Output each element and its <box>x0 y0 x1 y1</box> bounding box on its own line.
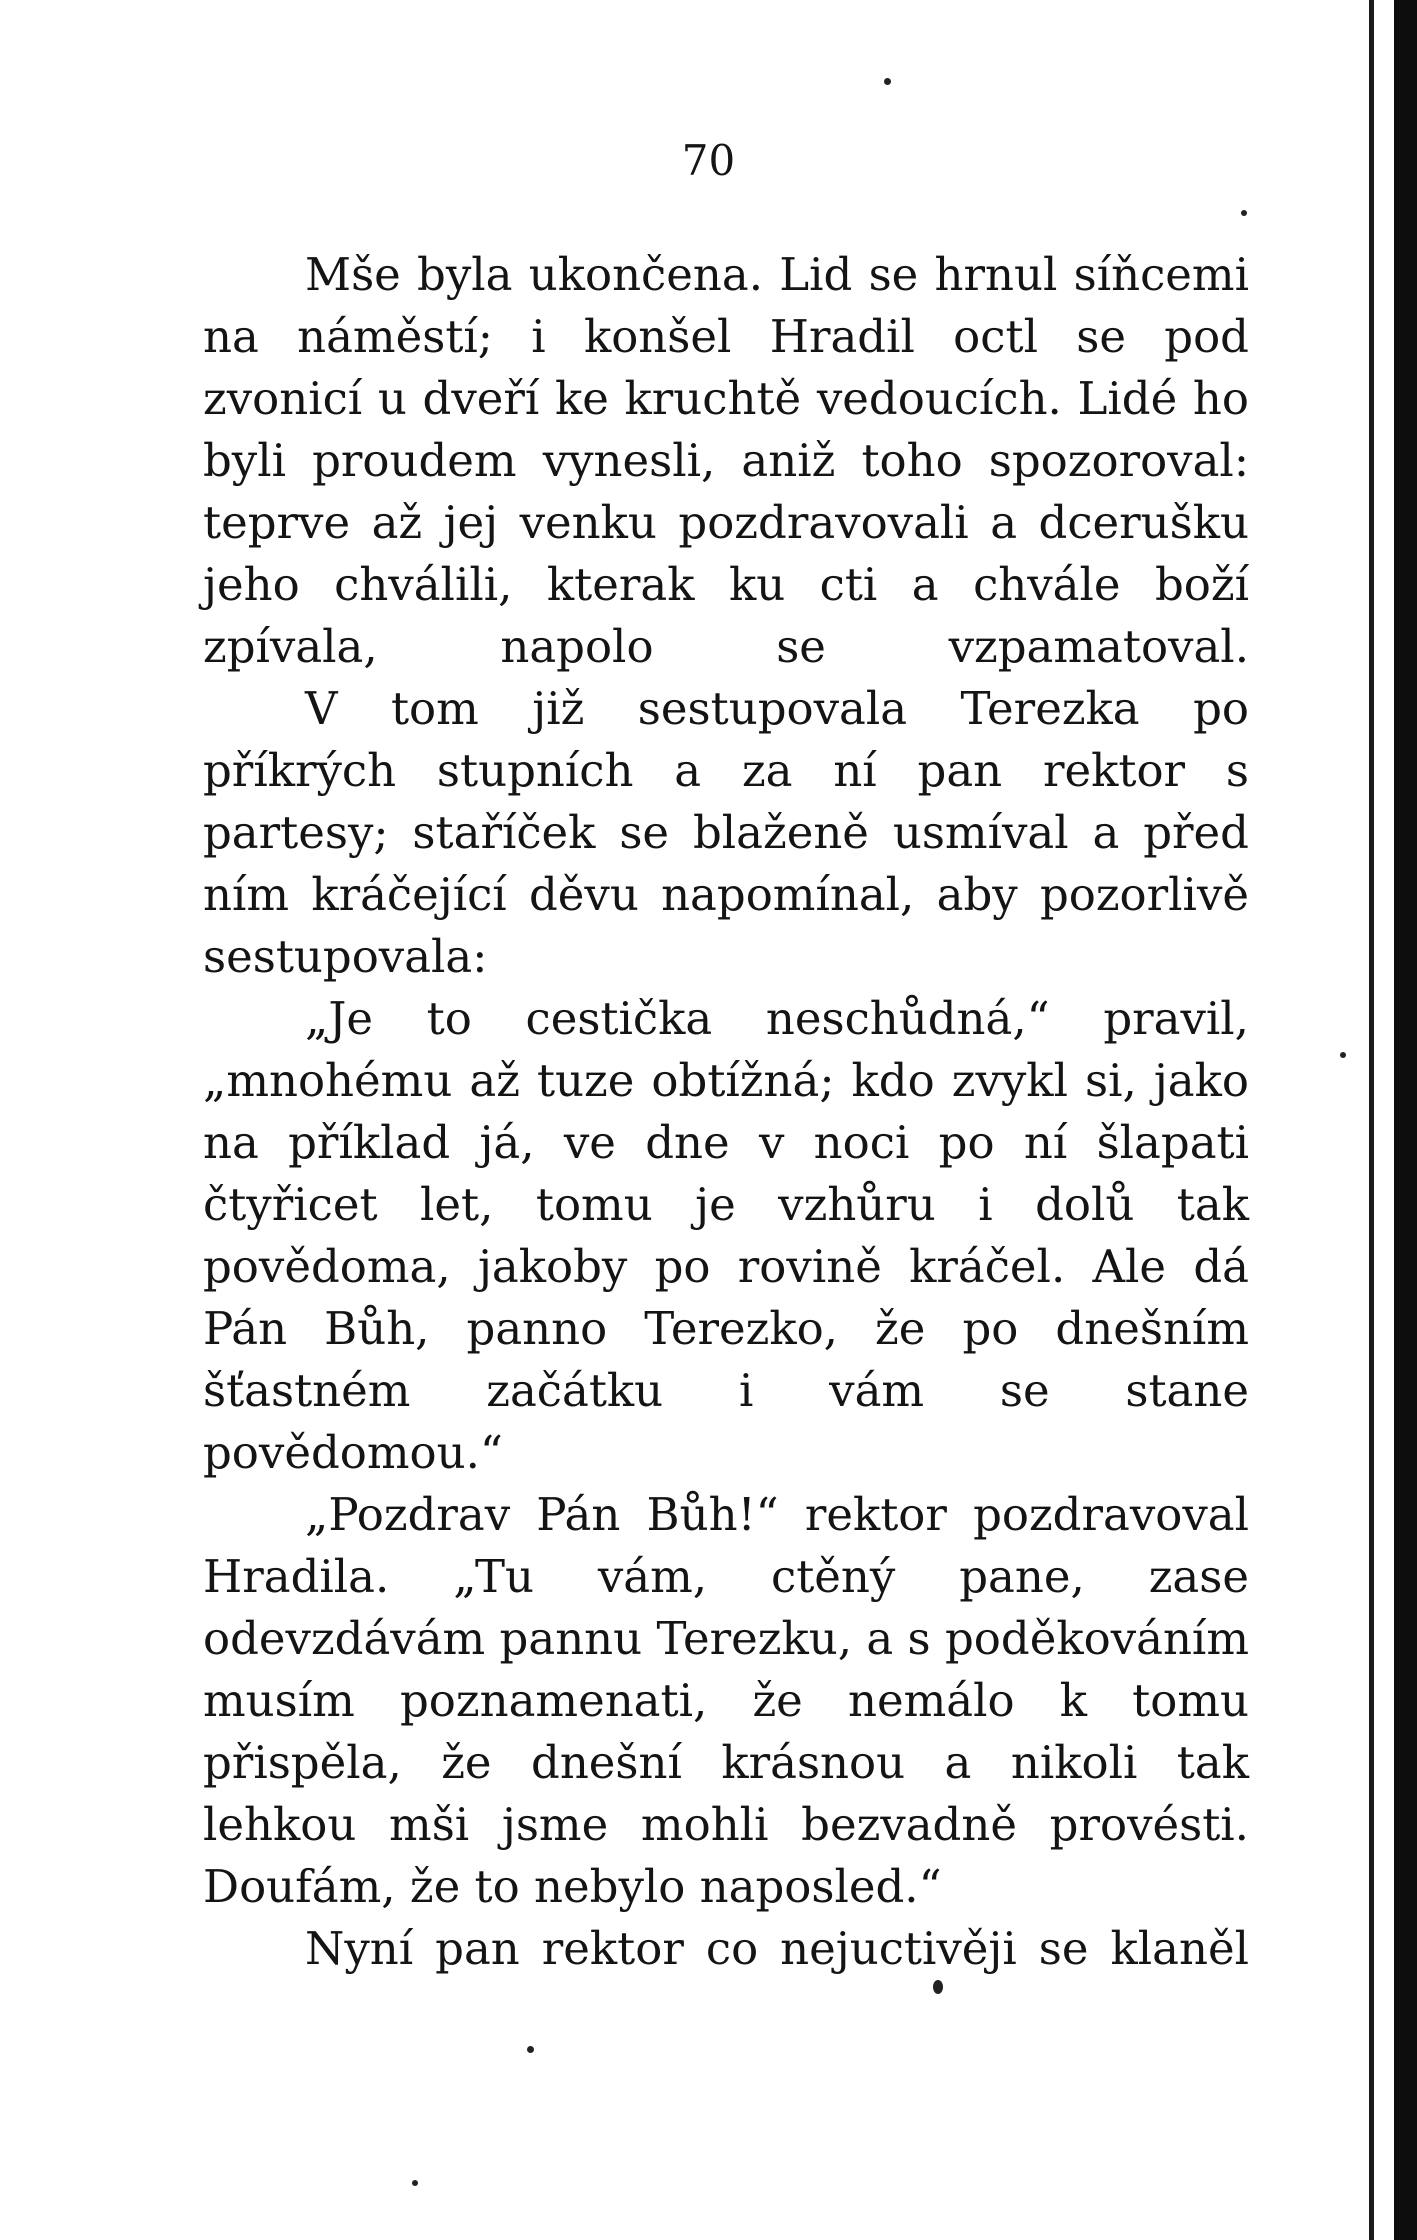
paragraph-2: V tom již sestupovala Terezka po příkrých stupních a za ní pan rektor s partesy; staříček se blaženě usmíval a před ním kráčející děvu napomínal, aby pozorlivě sestupovala: <box>203 682 1249 983</box>
page-edge-rule <box>1369 0 1374 2240</box>
paragraph-3: „Je to cestička neschůdná,“ pravil, „mnohému až tuze obtížná; kdo zvykl si, jako na příklad já, ve dne v noci po ní šlapati čtyřicet let, tomu je vzhůru i dolů tak povědoma, jakoby po rovině kráčel. Ale dá Pán Bůh, panno Terezko, že po dnešním šťastném začátku i vám se stane povědomou.“ <box>203 992 1249 1479</box>
paragraph-4: „Pozdrav Pán Bůh!“ rektor pozdravoval Hradila. „Tu vám, ctěný pane, zase odevzdávám pannu Terezku, a s poděkováním musím poznamenati, že nemálo k tomu přispěla, že dnešní krásnou a nikoli tak lehkou mši jsme mohli bezvadně provésti. Doufám, že to nebylo naposled.“ <box>203 1488 1249 1913</box>
scan-speck <box>1241 210 1247 216</box>
page-number: 70 <box>681 136 736 185</box>
scan-speck <box>412 2180 418 2186</box>
scan-speck <box>1340 1052 1346 1058</box>
paragraph-1: Mše byla ukončena. Lid se hrnul síňcemi na náměstí; i konšel Hradil octl se pod zvonicí u dveří ke kruchtě vedoucích. Lidé ho byli proudem vynesli, aniž toho spozoroval: teprve až jej venku pozdravovali a dcerušku jeho chválili, kterak ku cti a chvále boží zpívala, napolo se vzpamatoval. <box>203 248 1249 673</box>
scan-speck <box>527 2046 534 2053</box>
scan-edge <box>1394 0 1417 2240</box>
body-text <box>203 244 1249 1980</box>
scan-speck <box>933 1980 943 1994</box>
scan-speck <box>884 78 891 85</box>
paragraph-5: Nyní pan rektor co nejuctivěji se klaněl <box>305 1922 1249 1975</box>
